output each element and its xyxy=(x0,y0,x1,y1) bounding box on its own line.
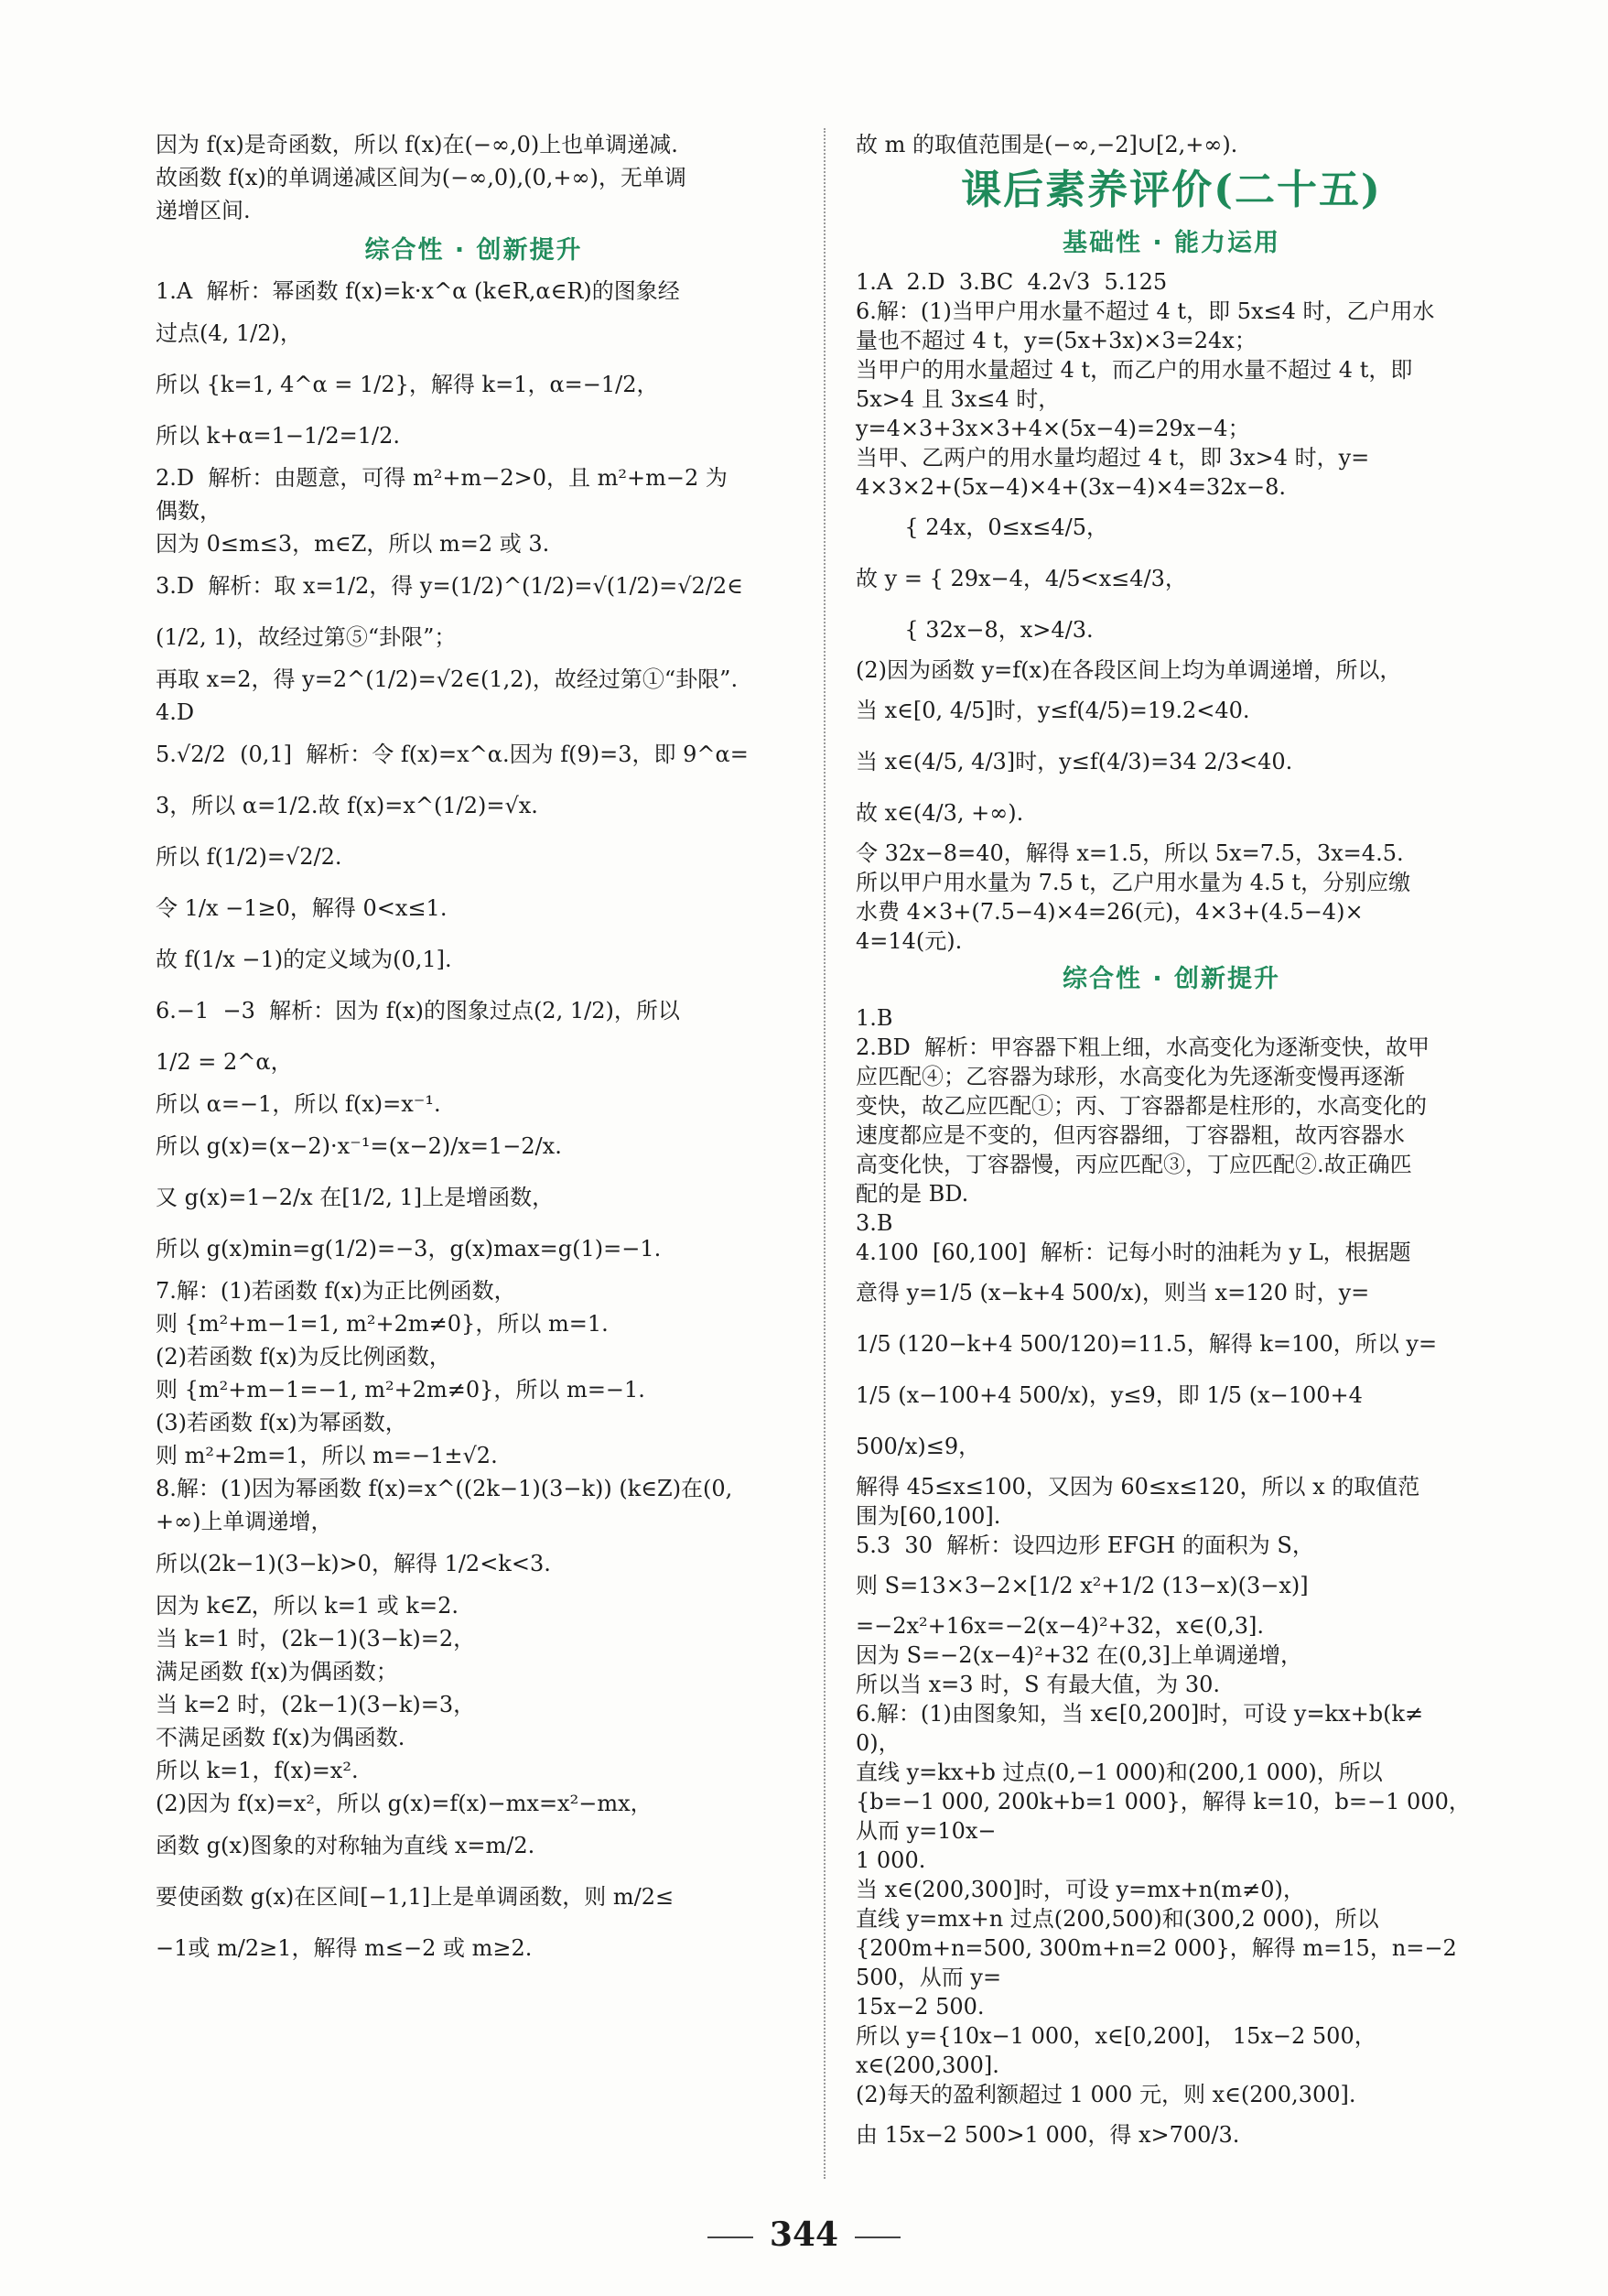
text-line: 偶数， xyxy=(156,498,221,524)
text-line: { 32x−8，x>4/3. xyxy=(856,617,1094,643)
text-line: 3.D 解析：取 x=1/2，得 y=(1/2)^(1/2)=√(1/2)=√2/2∈ xyxy=(156,573,743,599)
text-line: 7.解：(1)若函数 f(x)为正比例函数， xyxy=(156,1278,516,1304)
text-line: 4.D xyxy=(156,699,195,725)
text-line: (2)因为函数 y=f(x)在各段区间上均为单调递增，所以， xyxy=(856,657,1402,683)
text-line: 直线 y=mx+n 过点(200,500)和(300,2 000)，所以 xyxy=(856,1906,1379,1932)
text-line: 速度都应是不变的，但丙容器细，丁容器粗，故丙容器水 xyxy=(856,1122,1405,1148)
text-line: 因为 0≤m≤3，m∈Z，所以 m=2 或 3. xyxy=(156,531,550,557)
text-line: 故 y = { 29x−4，4/5<x≤4/3， xyxy=(856,566,1187,591)
text-line: 则 S=13×3−2×[1/2 x²+1/2 (13−x)(3−x)] xyxy=(856,1573,1309,1598)
text-line: (3)若函数 f(x)为幂函数， xyxy=(156,1410,407,1435)
text-line: 不满足函数 f(x)为偶函数. xyxy=(156,1725,405,1750)
text-line: 所以 α=−1，所以 f(x)=x⁻¹. xyxy=(156,1091,441,1117)
right-column xyxy=(856,128,1487,2161)
text-line: 满足函数 f(x)为偶函数； xyxy=(156,1659,398,1684)
text-line: 变快，故乙应匹配①；丙、丁容器都是柱形的，水高变化的 xyxy=(856,1093,1427,1119)
text-line: 故函数 f(x)的单调递减区间为(−∞,0),(0,+∞)，无单调 xyxy=(156,165,686,190)
text-line: 1.A 2.D 3.BC 4.2√3 5.125 xyxy=(856,269,1168,295)
text-line: 1/5 (x−100+4 500/x)，y≤9，即 1/5 (x−100+4 500/x)≤9， xyxy=(856,1382,1370,1459)
text-line: 因为 S=−2(x−4)²+32 在(0,3]上单调递增， xyxy=(856,1642,1302,1668)
text-line: {200m+n=500, 300m+n=2 000}，解得 m=15，n=−2 500，从而 y= xyxy=(856,1935,1464,1990)
text-line: 配的是 BD. xyxy=(856,1181,969,1207)
text-line: 所以(2k−1)(3−k)>0，解得 1/2<k<3. xyxy=(156,1551,551,1576)
text-line: 高变化快，丁容器慢，丙应匹配③，丁应匹配②.故正确匹 xyxy=(856,1152,1412,1177)
text-line: 所以 g(x)min=g(1/2)=−3，g(x)max=g(1)=−1. xyxy=(156,1236,662,1262)
chapter-title: 课后素养评价(二十五) xyxy=(961,167,1382,213)
text-line: 因为 k∈Z，所以 k=1 或 k=2. xyxy=(156,1593,459,1619)
text-line: 当 k=1 时，(2k−1)(3−k)=2， xyxy=(156,1626,476,1652)
text-line: 所以 y={10x−1 000，x∈[0,200]， 15x−2 500，x∈(200,300]. xyxy=(856,2023,1376,2078)
text-line: (2)若函数 f(x)为反比例函数， xyxy=(156,1344,451,1370)
text-line: { 24x，0≤x≤4/5， xyxy=(856,514,1109,540)
text-line: 当甲户的用水量超过 4 t，而乙户的用水量不超过 4 t，即 xyxy=(856,357,1413,383)
text-line: 2.D 解析：由题意，可得 m²+m−2>0，且 m²+m−2 为 xyxy=(156,465,728,491)
page-footer xyxy=(0,2215,1608,2254)
text-line: 则 {m²+m−1=−1, m²+2m≠0}，所以 m=−1. xyxy=(156,1377,645,1403)
text-line: 所以 f(1/2)=√2/2. xyxy=(156,844,342,870)
text-line: 所以甲户用水量为 7.5 t，乙户用水量为 4.5 t，分别应缴 xyxy=(856,870,1411,895)
text-line: 令 1/x −1≥0，解得 0<x≤1. xyxy=(156,895,448,921)
text-line: 解得 45≤x≤100，又因为 60≤x≤120，所以 x 的取值范 xyxy=(856,1474,1420,1500)
text-line: 所以当 x=3 时，S 有最大值，为 30. xyxy=(856,1672,1221,1697)
text-line: 则 m²+2m=1，所以 m=−1±√2. xyxy=(156,1443,498,1468)
text-line: 水费 4×3+(7.5−4)×4=26(元)，4×3+(4.5−4)× xyxy=(856,899,1364,925)
text-line: 6.解：(1)当甲户用水量不超过 4 t，即 5x≤4 时，乙户用水 xyxy=(856,298,1435,324)
text-line: 2.BD 解析：甲容器下粗上细，水高变化为逐渐变快，故甲 xyxy=(856,1034,1430,1060)
section-title: 基础性 · 能力运用 xyxy=(1062,229,1281,257)
text-line: 所以 k+α=1−1/2=1/2. xyxy=(156,423,400,449)
text-line: 要使函数 g(x)在区间[−1,1]上是单调函数，则 m/2≤ xyxy=(156,1884,674,1910)
text-line: 递增区间. xyxy=(156,198,251,223)
text-line: 1 000. xyxy=(856,1847,926,1873)
text-line: 因为 f(x)是奇函数，所以 f(x)在(−∞,0)上也单调递减. xyxy=(156,132,678,157)
text-line: 6.−1 −3 解析：因为 f(x)的图象过点(2, 1/2)，所以 xyxy=(156,998,680,1023)
text-line: 故 f(1/x −1)的定义域为(0,1]. xyxy=(156,947,452,972)
text-line: =−2x²+16x=−2(x−4)²+32，x∈(0,3]. xyxy=(856,1613,1265,1639)
text-line: 所以 g(x)=(x−2)·x⁻¹=(x−2)/x=1−2/x. xyxy=(156,1133,562,1159)
text-line: 应匹配④；乙容器为球形，水高变化为先逐渐变慢再逐渐 xyxy=(856,1064,1405,1089)
text-line: 当 k=2 时，(2k−1)(3−k)=3， xyxy=(156,1692,476,1717)
text-line: 由 15x−2 500>1 000，得 x>700/3. xyxy=(856,2122,1240,2148)
section-title: 综合性 · 创新提升 xyxy=(1062,965,1281,993)
text-line: 3，所以 α=1/2.故 f(x)=x^(1/2)=√x. xyxy=(156,793,538,818)
text-line: 4.100 [60,100] 解析：记每小时的油耗为 y L，根据题 xyxy=(856,1240,1411,1265)
text-line: 0)， xyxy=(856,1730,901,1756)
footer-rule-left xyxy=(707,2236,753,2238)
section-title: 综合性 · 创新提升 xyxy=(364,236,583,265)
text-line: 1/5 (120−k+4 500/120)=11.5，解得 k=100，所以 y= xyxy=(856,1331,1438,1357)
text-line: 又 g(x)=1−2/x 在[1/2, 1]上是增函数， xyxy=(156,1185,555,1210)
text-line: {b=−1 000, 200k+b=1 000}，解得 k=10，b=−1 000，从而 y=10x− xyxy=(856,1789,1471,1844)
page-number: 344 xyxy=(769,2215,839,2254)
text-line: 意得 y=1/5 (x−k+4 500/x)，则当 x=120 时，y= xyxy=(856,1280,1370,1305)
text-line: 当 x∈(200,300]时，可设 y=mx+n(m≠0)， xyxy=(856,1877,1305,1902)
text-line: 当 x∈[0, 4/5]时，y≤f(4/5)=19.2<40. xyxy=(856,698,1250,723)
text-line: 当 x∈(4/5, 4/3]时，y≤f(4/3)=34 2/3<40. xyxy=(856,749,1293,774)
text-line: (2)因为 f(x)=x²，所以 g(x)=f(x)−mx=x²−mx， xyxy=(156,1791,653,1816)
text-line: 1.B xyxy=(856,1005,893,1031)
text-line: 3.B xyxy=(856,1210,893,1236)
text-line: 5x>4 且 3x≤4 时， xyxy=(856,386,1061,412)
text-line: (2)每天的盈利额超过 1 000 元，则 x∈(200,300]. xyxy=(856,2082,1356,2107)
text-line: 4=14(元). xyxy=(856,928,963,954)
text-line: 故 x∈(4/3, +∞). xyxy=(856,800,1024,826)
text-line: 函数 g(x)图象的对称轴为直线 x=m/2. xyxy=(156,1833,535,1858)
text-line: 则 {m²+m−1=1, m²+2m≠0}，所以 m=1. xyxy=(156,1311,609,1337)
text-line: (1/2, 1)，故经过第⑤“卦限”； xyxy=(156,624,457,650)
text-line: 1/2 = 2^α， xyxy=(156,1049,293,1075)
text-line: 过点(4, 1/2)， xyxy=(156,320,302,346)
text-line: 当甲、乙两户的用水量均超过 4 t，即 3x>4 时，y= xyxy=(856,445,1370,471)
text-line: 6.解：(1)由图象知，当 x∈[0,200]时，可设 y=kx+b(k≠ xyxy=(856,1701,1424,1727)
text-line: 1.A 解析：幂函数 f(x)=k·x^α (k∈R,α∈R)的图象经 xyxy=(156,278,680,304)
left-column xyxy=(156,128,792,1974)
text-line: 15x−2 500. xyxy=(856,1994,985,2020)
text-line: 令 32x−8=40，解得 x=1.5，所以 5x=7.5，3x=4.5. xyxy=(856,840,1404,866)
text-line: 直线 y=kx+b 过点(0,−1 000)和(200,1 000)，所以 xyxy=(856,1760,1383,1785)
text-line: y=4×3+3x×3+4×(5x−4)=29x−4； xyxy=(856,416,1250,441)
text-line: 5.√2/2 (0,1] 解析：令 f(x)=x^α.因为 f(9)=3，即 9^α= xyxy=(156,742,749,767)
text-line: 所以 {k=1, 4^α = 1/2}，解得 k=1，α=−1/2， xyxy=(156,372,659,397)
text-line: 再取 x=2，得 y=2^(1/2)=√2∈(1,2)，故经过第①“卦限”. xyxy=(156,666,739,692)
footer-rule-right xyxy=(855,2236,901,2238)
text-line: +∞)上单调递增， xyxy=(156,1509,333,1534)
text-line: 量也不超过 4 t，y=(5x+3x)×3=24x； xyxy=(856,328,1257,353)
text-line: 5.3 30 解析：设四边形 EFGH 的面积为 S， xyxy=(856,1532,1314,1558)
text-line: 4×3×2+(5x−4)×4+(3x−4)×4=32x−8. xyxy=(856,474,1287,500)
text-line: 故 m 的取值范围是(−∞,−2]∪[2,+∞). xyxy=(856,132,1238,157)
text-line: 8.解：(1)因为幂函数 f(x)=x^((2k−1)(3−k)) (k∈Z)在(0, xyxy=(156,1476,733,1501)
text-line: 围为[60,100]. xyxy=(856,1503,1001,1529)
column-divider xyxy=(824,128,826,2179)
text-line: −1或 m/2≥1，解得 m≤−2 或 m≥2. xyxy=(156,1935,533,1961)
text-line: 所以 k=1，f(x)=x². xyxy=(156,1758,359,1783)
